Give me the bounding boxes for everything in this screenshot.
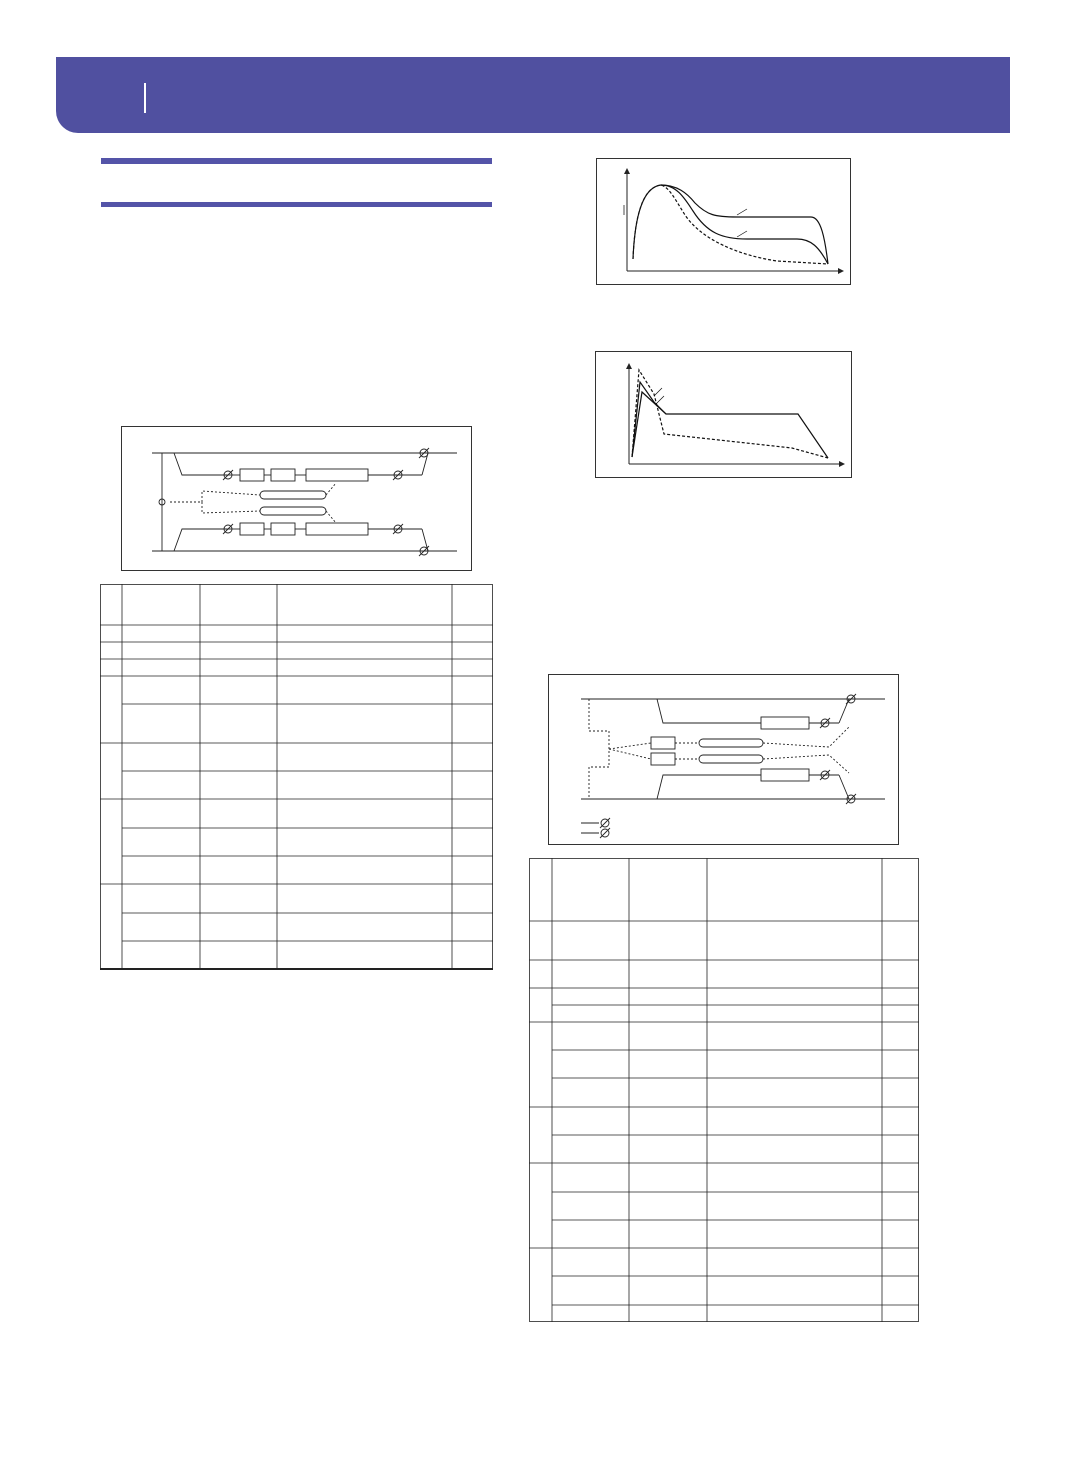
section-title-rule-top xyxy=(101,158,492,164)
signal-flow-diagram-left xyxy=(121,426,472,571)
delay-block-1 xyxy=(306,469,368,481)
lfo-block-2 xyxy=(260,507,326,515)
curve-line-1 xyxy=(633,185,828,264)
filter-block-2 xyxy=(651,753,675,765)
lfo-block-2 xyxy=(699,755,763,763)
page-header-band xyxy=(56,57,1010,133)
lfo-block-1 xyxy=(699,739,763,747)
peak-graph xyxy=(595,351,852,478)
parameter-table-right xyxy=(529,858,920,1323)
filter-block-1a xyxy=(240,469,264,481)
parameter-table-left xyxy=(100,584,494,972)
filter-block-1b xyxy=(271,469,295,481)
filter-block-1 xyxy=(651,737,675,749)
delay-block-2 xyxy=(306,523,368,535)
filter-block-2a xyxy=(240,523,264,535)
section-title-rule-bottom xyxy=(101,202,492,207)
signal-flow-diagram-right xyxy=(548,674,899,845)
filter-block-2b xyxy=(271,523,295,535)
lfo-block-1 xyxy=(260,491,326,499)
delay-block-2 xyxy=(761,769,809,781)
curve-line-2 xyxy=(661,185,828,264)
curve-graph xyxy=(596,158,851,285)
header-divider xyxy=(144,83,146,113)
delay-block-1 xyxy=(761,717,809,729)
curve-line-3 xyxy=(633,185,828,264)
